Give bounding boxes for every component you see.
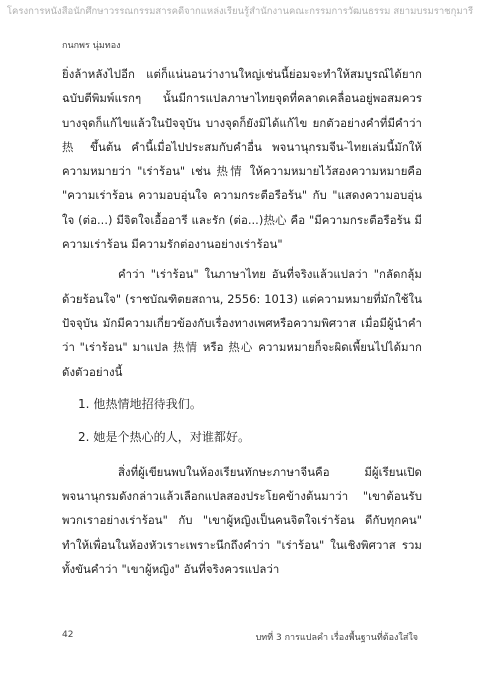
author-name: กนกพร นุ่มทอง bbox=[62, 41, 121, 51]
example-item-2: 2. 她是个热心的人，对谁都好。 bbox=[78, 429, 251, 444]
page-number: 42 bbox=[62, 630, 74, 640]
paragraph-3: สิ่งที่ผู้เขียนพบในห้องเรียนทักษะภาษาจีนคือ มีผู้เรียนเปิดพจนานุกรมดังกล่าวแล้วเลือกแปลสองประโยคข้างต้นมาว่า "เขาต้อนรับพวกเราอย่างเร่าร้อน" กับ "เขาผู้หญิงเป็นคนจิตใจเร่าร้อน ดีกับทุกคน" ทำให้เพื่อนในห้องหัวเราะเพราะนึกถึงคำว่า "เร่าร้อน" ในเชิงพิศวาส รวมทั้งขันคำว่า "เขาผู้หญิง" อันที่จริงควรแปลว่า bbox=[62, 464, 422, 577]
example-list bbox=[62, 388, 422, 454]
paragraph-1: ยิ่งล้าหลังไปอีก แต่ก็แน่นอนว่างานใหญ่เช่นนี้ย่อมจะทำให้สมบูรณ์ได้ยาก ฉบับตีพิมพ์แรกๆ นั้นมีการแปลภาษาไทยจุดที่คลาดเคลื่อนอยู่พอสมควร บางจุดก็แก้ไขแล้วในปัจจุบัน บางจุดก็ยังมิได้แก้ไข ยกตัวอย่างคำที่มีคำว่า 热 ขึ้นต้น คำนี้เมื่อไปประสมกับคำอื่น พจนานุกรมจีน-ไทยเล่มนี้มักให้ความหมายว่า "เร่าร้อน" เช่น 热情 ให้ความหมายไว้สองความหมายคือ "ความเร่าร้อน ความอบอุ่นใจ ความกระตือรือร้น" กับ "แสดงความอบอุ่นใจ (ต่อ...) มีจิตใจเอื้ออารี และรัก (ต่อ...)热心 คือ "มีความกระตือรือร้น มีความเร่าร้อน มีความรักต่องานอย่างเร่าร้อน" bbox=[62, 67, 422, 252]
running-header: โครงการหนังสือนักศึกษาวรรณกรรมสารคดีจากแหล่งเรียนรู้สำนักงานคณะกรรมการวัฒนธรรม สยามบรมราชกุมารี bbox=[6, 6, 474, 17]
chapter-footer: บทที่ 3 การแปลคำ เรื่องพื้นฐานที่ต้องใส่ใจ bbox=[255, 633, 418, 643]
example-item-1: 1. 他热情地招待我们。 bbox=[78, 396, 202, 411]
body-text bbox=[62, 62, 422, 581]
paragraph-2: คำว่า "เร่าร้อน" ในภาษาไทย อันที่จริงแล้วแปลว่า "กลัดกลุ้มด้วยร้อนใจ" (ราชบัณฑิตยสถาน, 2556: 1013) แต่ความหมายที่มักใช้ในปัจจุบัน มักมีความเกี่ยวข้องกับเรื่องทางเพศหรือความพิศวาส เมื่อมีผู้นำคำว่า "เร่าร้อน" มาแปล 热情 หรือ 热心 ความหมายก็จะผิดเพี้ยนไปได้มาก ดังตัวอย่างนี้ bbox=[62, 267, 422, 379]
